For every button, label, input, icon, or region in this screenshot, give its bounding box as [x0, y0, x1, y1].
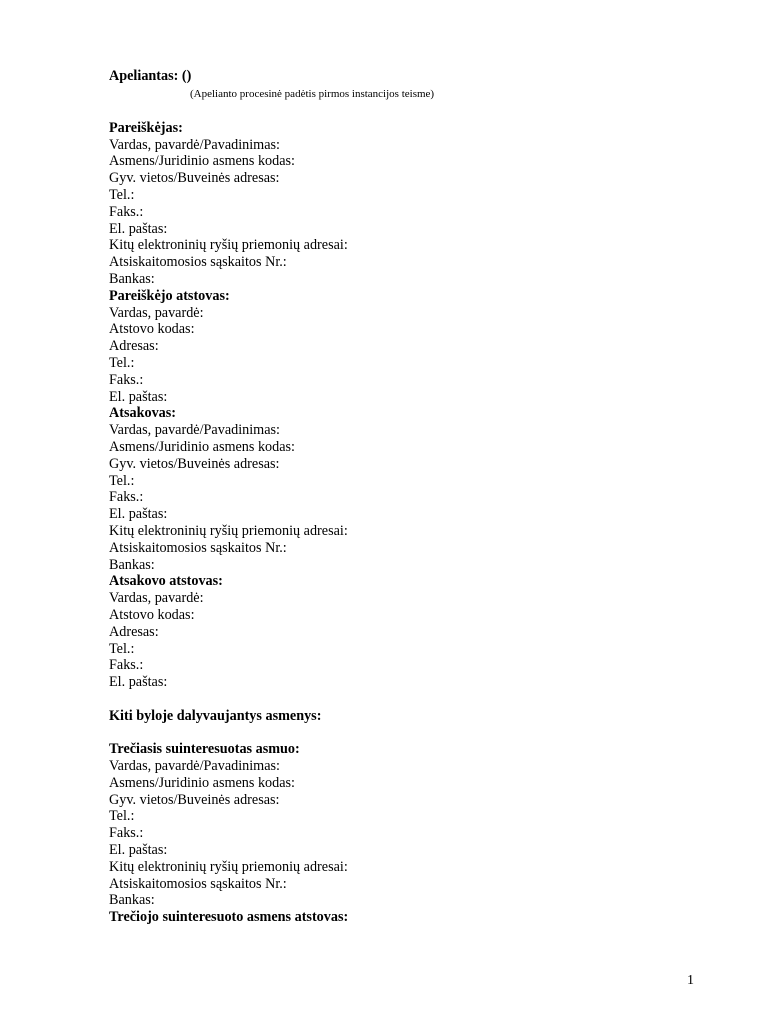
respondent-heading: Atsakovas: — [109, 405, 177, 422]
applicant-name-field: Vardas, pavardė/Pavadinimas: — [109, 136, 280, 153]
applicant-rep-fax-field: Faks.: — [109, 371, 144, 388]
third-party-tel-field: Tel.: — [109, 808, 135, 825]
applicant-rep-code-field: Atstovo kodas: — [109, 321, 195, 338]
applicant-heading: Pareiškėjas: — [109, 119, 183, 136]
third-party-account-field: Atsiskaitomosios sąskaitos Nr.: — [109, 875, 287, 892]
respondent-fax-field: Faks.: — [109, 489, 144, 506]
applicant-tel-field: Tel.: — [109, 186, 135, 203]
appellant-note: (Apelianto procesinė padėtis pirmos instancijos teisme) — [190, 87, 435, 100]
applicant-rep-tel-field: Tel.: — [109, 354, 135, 371]
page-number: 1 — [687, 973, 694, 988]
applicant-address-field: Gyv. vietos/Buveinės adresas: — [109, 170, 280, 187]
applicant-account-field: Atsiskaitomosios sąskaitos Nr.: — [109, 254, 287, 271]
third-party-name-field: Vardas, pavardė/Pavadinimas: — [109, 758, 280, 775]
third-party-fax-field: Faks.: — [109, 825, 144, 842]
respondent-electronic-field: Kitų elektroninių ryšių priemonių adresai: — [109, 522, 348, 539]
respondent-rep-heading: Atsakovo atstovas: — [109, 573, 223, 590]
respondent-rep-address-field: Adresas: — [109, 623, 159, 640]
third-party-email-field: El. paštas: — [109, 842, 168, 859]
respondent-tel-field: Tel.: — [109, 472, 135, 489]
respondent-rep-tel-field: Tel.: — [109, 640, 135, 657]
applicant-fax-field: Faks.: — [109, 203, 144, 220]
third-party-rep-heading: Trečiojo suinteresuoto asmens atstovas: — [109, 909, 349, 926]
respondent-account-field: Atsiskaitomosios sąskaitos Nr.: — [109, 539, 287, 556]
spacer — [109, 691, 709, 708]
respondent-rep-name-field: Vardas, pavardė: — [109, 590, 204, 607]
appellant-title: Apeliantas: () — [109, 68, 192, 84]
applicant-rep-email-field: El. paštas: — [109, 388, 168, 405]
others-heading: Kiti byloje dalyvaujantys asmenys: — [109, 707, 322, 724]
respondent-email-field: El. paštas: — [109, 506, 168, 523]
respondent-code-field: Asmens/Juridinio asmens kodas: — [109, 438, 296, 455]
respondent-rep-fax-field: Faks.: — [109, 657, 144, 674]
respondent-rep-email-field: El. paštas: — [109, 674, 168, 691]
applicant-rep-address-field: Adresas: — [109, 338, 159, 355]
respondent-rep-code-field: Atstovo kodas: — [109, 606, 195, 623]
spacer — [109, 724, 709, 741]
applicant-electronic-field: Kitų elektroninių ryšių priemonių adresai: — [109, 237, 348, 254]
third-party-code-field: Asmens/Juridinio asmens kodas: — [109, 774, 296, 791]
applicant-code-field: Asmens/Juridinio asmens kodas: — [109, 153, 296, 170]
third-party-heading: Trečiasis suinteresuotas asmuo: — [109, 741, 300, 758]
applicant-email-field: El. paštas: — [109, 220, 168, 237]
document-page — [109, 68, 709, 926]
third-party-electronic-field: Kitų elektroninių ryšių priemonių adresai: — [109, 858, 348, 875]
third-party-address-field: Gyv. vietos/Buveinės adresas: — [109, 791, 280, 808]
respondent-name-field: Vardas, pavardė/Pavadinimas: — [109, 422, 280, 439]
applicant-rep-heading: Pareiškėjo atstovas: — [109, 287, 230, 304]
applicant-rep-name-field: Vardas, pavardė: — [109, 304, 204, 321]
respondent-address-field: Gyv. vietos/Buveinės adresas: — [109, 455, 280, 472]
respondent-bank-field: Bankas: — [109, 556, 155, 573]
third-party-bank-field: Bankas: — [109, 892, 155, 909]
applicant-bank-field: Bankas: — [109, 270, 155, 287]
